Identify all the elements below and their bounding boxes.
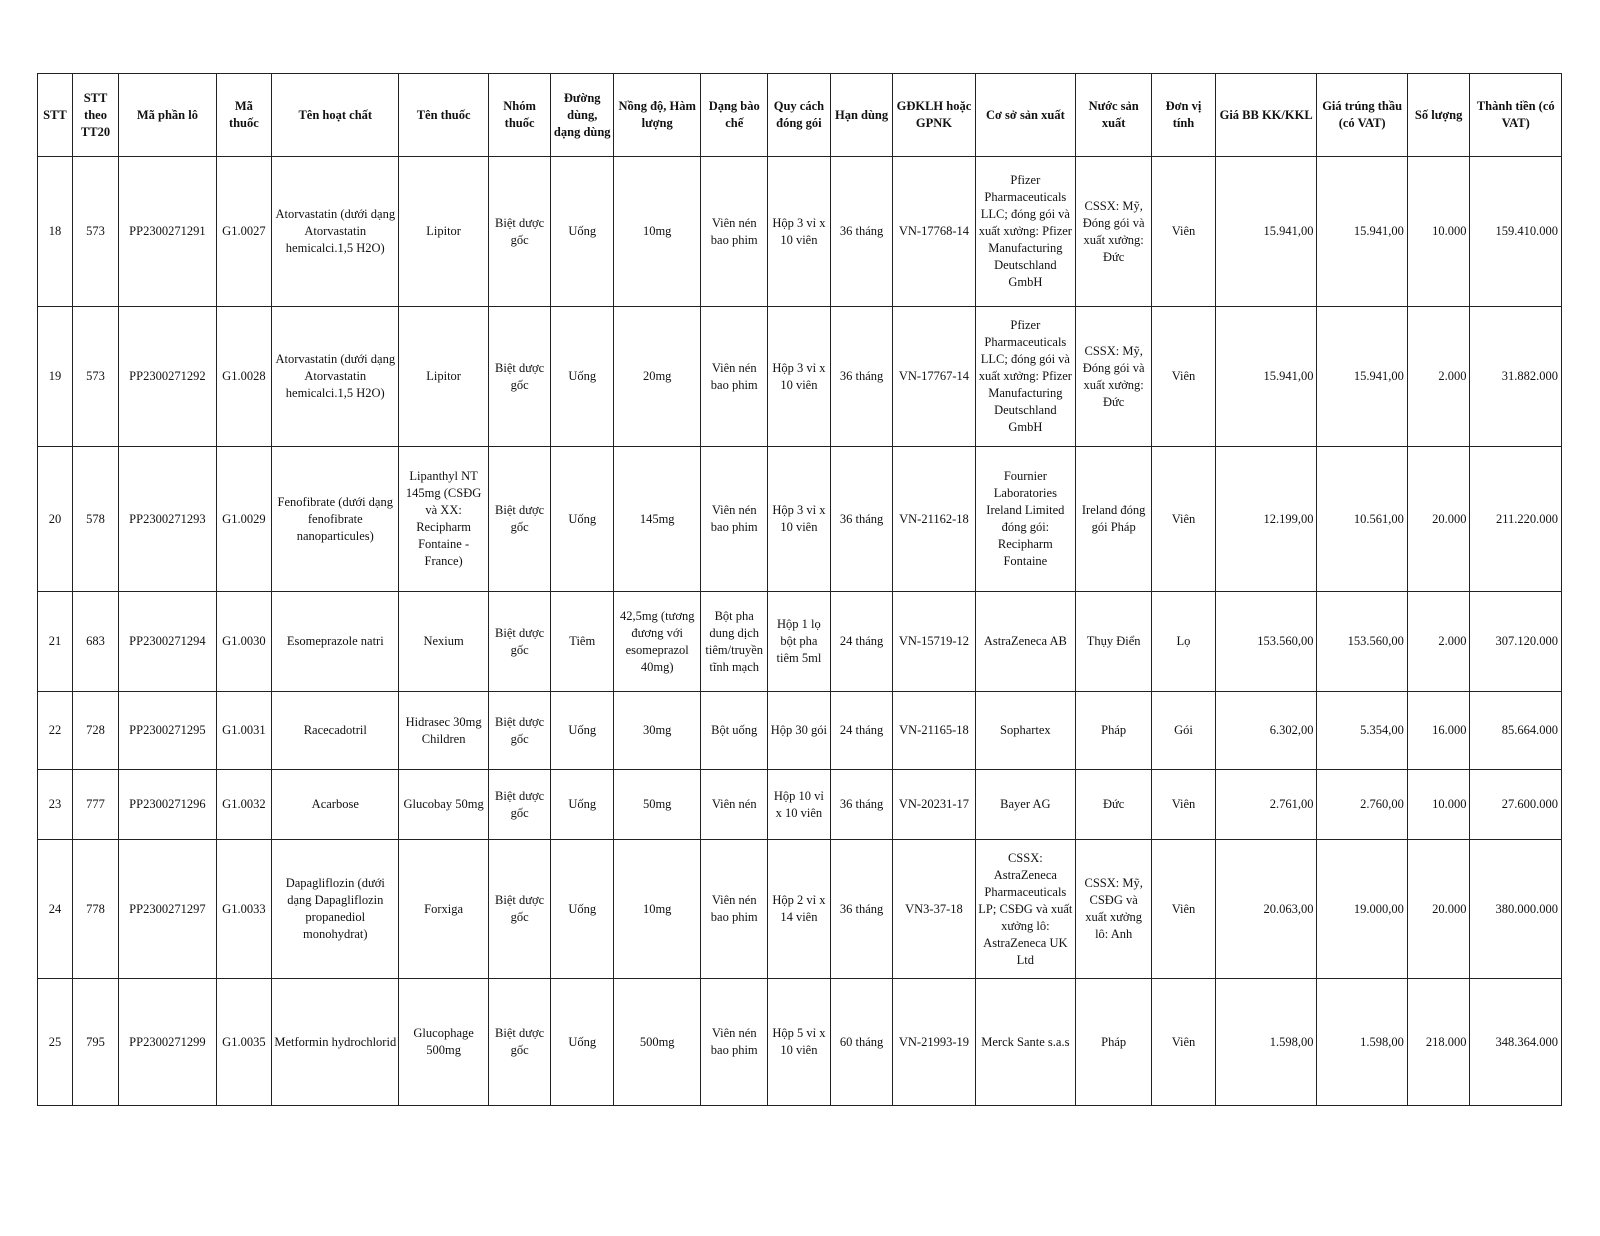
cell-nong-do: 50mg: [614, 770, 701, 840]
cell-ten-thuoc: Lipitor: [399, 307, 488, 447]
cell-ten-thuoc: Glucophage 500mg: [399, 979, 488, 1106]
col-header-gdklh: GĐKLH hoặc GPNK: [893, 74, 975, 157]
cell-ma-thuoc: G1.0028: [216, 307, 271, 447]
cell-co-so-san-xuat: CSSX: AstraZeneca Pharmaceuticals LP; CSĐG và xuất xưởng lô: AstraZeneca UK Ltd: [975, 840, 1076, 979]
col-header-co-so-san-xuat: Cơ sở sản xuất: [975, 74, 1076, 157]
cell-don-vi-tinh: Gói: [1152, 692, 1216, 770]
cell-don-vi-tinh: Viên: [1152, 979, 1216, 1106]
cell-dang-bao-che: Viên nén bao phim: [701, 840, 768, 979]
cell-co-so-san-xuat: Merck Sante s.a.s: [975, 979, 1076, 1106]
cell-han-dung: 36 tháng: [830, 840, 893, 979]
col-header-duong-dung: Đường dùng, dạng dùng: [551, 74, 614, 157]
cell-gia-trung-thau: 15.941,00: [1317, 307, 1407, 447]
cell-gdklh: VN-21165-18: [893, 692, 975, 770]
cell-stt: 18: [38, 157, 73, 307]
cell-nuoc-san-xuat: Ireland đóng gói Pháp: [1076, 447, 1152, 592]
cell-don-vi-tinh: Lọ: [1152, 592, 1216, 692]
table-row: [38, 692, 1562, 770]
table-row: [38, 592, 1562, 692]
cell-gia-trung-thau: 1.598,00: [1317, 979, 1407, 1106]
cell-quy-cach: Hộp 2 vỉ x 14 viên: [768, 840, 831, 979]
drug-price-table: [37, 73, 1562, 1106]
cell-stt-tt20: 573: [72, 307, 118, 447]
cell-co-so-san-xuat: Sophartex: [975, 692, 1076, 770]
cell-so-luong: 16.000: [1407, 692, 1470, 770]
col-header-han-dung: Hạn dùng: [830, 74, 893, 157]
cell-gia-bb: 6.302,00: [1215, 692, 1317, 770]
cell-han-dung: 24 tháng: [830, 592, 893, 692]
cell-quy-cach: Hộp 3 vỉ x 10 viên: [768, 157, 831, 307]
cell-co-so-san-xuat: AstraZeneca AB: [975, 592, 1076, 692]
cell-so-luong: 10.000: [1407, 770, 1470, 840]
cell-thanh-tien: 211.220.000: [1470, 447, 1562, 592]
cell-duong-dung: Uống: [551, 447, 614, 592]
cell-gdklh: VN-17767-14: [893, 307, 975, 447]
cell-han-dung: 36 tháng: [830, 307, 893, 447]
cell-nong-do: 30mg: [614, 692, 701, 770]
cell-quy-cach: Hộp 3 vỉ x 10 viên: [768, 307, 831, 447]
cell-gdklh: VN-15719-12: [893, 592, 975, 692]
col-header-nuoc-san-xuat: Nước sản xuất: [1076, 74, 1152, 157]
cell-nuoc-san-xuat: Pháp: [1076, 979, 1152, 1106]
cell-quy-cach: Hộp 1 lọ bột pha tiêm 5ml: [768, 592, 831, 692]
cell-nhom-thuoc: Biệt dược gốc: [488, 157, 551, 307]
cell-nuoc-san-xuat: CSSX: Mỹ, Đóng gói và xuất xưởng: Đức: [1076, 157, 1152, 307]
cell-ma-phan-lo: PP2300271293: [119, 447, 217, 592]
table-body: [38, 157, 1562, 1106]
col-header-dang-bao-che: Dạng bào chế: [701, 74, 768, 157]
cell-gia-bb: 15.941,00: [1215, 157, 1317, 307]
cell-co-so-san-xuat: Pfizer Pharmaceuticals LLC; đóng gói và xuất xưởng: Pfizer Manufacturing Deutschland GmbH: [975, 307, 1076, 447]
cell-duong-dung: Tiêm: [551, 592, 614, 692]
col-header-ma-phan-lo: Mã phần lô: [119, 74, 217, 157]
cell-ma-thuoc: G1.0035: [216, 979, 271, 1106]
cell-ten-hoat-chat: Acarbose: [272, 770, 399, 840]
col-header-ma-thuoc: Mã thuốc: [216, 74, 271, 157]
cell-nong-do: 10mg: [614, 840, 701, 979]
cell-ten-hoat-chat: Atorvastatin (dưới dạng Atorvastatin hemicalci.1,5 H2O): [272, 157, 399, 307]
cell-ma-phan-lo: PP2300271299: [119, 979, 217, 1106]
cell-ten-hoat-chat: Fenofibrate (dưới dạng fenofibrate nanoparticules): [272, 447, 399, 592]
table-row: [38, 840, 1562, 979]
cell-thanh-tien: 27.600.000: [1470, 770, 1562, 840]
cell-ma-thuoc: G1.0033: [216, 840, 271, 979]
cell-nong-do: 145mg: [614, 447, 701, 592]
cell-ten-thuoc: Nexium: [399, 592, 488, 692]
cell-nuoc-san-xuat: CSSX: Mỹ, Đóng gói và xuất xưởng: Đức: [1076, 307, 1152, 447]
cell-so-luong: 2.000: [1407, 307, 1470, 447]
cell-nuoc-san-xuat: Đức: [1076, 770, 1152, 840]
cell-nong-do: 42,5mg (tương đương với esomeprazol 40mg): [614, 592, 701, 692]
cell-gia-trung-thau: 10.561,00: [1317, 447, 1407, 592]
cell-thanh-tien: 85.664.000: [1470, 692, 1562, 770]
cell-ten-thuoc: Glucobay 50mg: [399, 770, 488, 840]
cell-han-dung: 36 tháng: [830, 157, 893, 307]
cell-stt: 19: [38, 307, 73, 447]
table-row: [38, 447, 1562, 592]
col-header-ten-hoat-chat: Tên hoạt chất: [272, 74, 399, 157]
cell-quy-cach: Hộp 3 vỉ x 10 viên: [768, 447, 831, 592]
col-header-stt-tt20: STT theo TT20: [72, 74, 118, 157]
cell-dang-bao-che: Bột uống: [701, 692, 768, 770]
col-header-gia-trung-thau: Giá trúng thầu (có VAT): [1317, 74, 1407, 157]
cell-gia-bb: 1.598,00: [1215, 979, 1317, 1106]
cell-ma-thuoc: G1.0031: [216, 692, 271, 770]
cell-ma-phan-lo: PP2300271294: [119, 592, 217, 692]
cell-duong-dung: Uống: [551, 307, 614, 447]
cell-nhom-thuoc: Biệt dược gốc: [488, 770, 551, 840]
cell-don-vi-tinh: Viên: [1152, 157, 1216, 307]
cell-stt-tt20: 795: [72, 979, 118, 1106]
cell-don-vi-tinh: Viên: [1152, 840, 1216, 979]
cell-nhom-thuoc: Biệt dược gốc: [488, 447, 551, 592]
cell-ten-hoat-chat: Metformin hydrochlorid: [272, 979, 399, 1106]
cell-ma-phan-lo: PP2300271297: [119, 840, 217, 979]
cell-ma-thuoc: G1.0030: [216, 592, 271, 692]
cell-han-dung: 36 tháng: [830, 447, 893, 592]
cell-gia-trung-thau: 5.354,00: [1317, 692, 1407, 770]
col-header-stt: STT: [38, 74, 73, 157]
header-row: [38, 74, 1562, 157]
cell-ma-thuoc: G1.0027: [216, 157, 271, 307]
col-header-nong-do: Nồng độ, Hàm lượng: [614, 74, 701, 157]
col-header-quy-cach: Quy cách đóng gói: [768, 74, 831, 157]
cell-stt: 21: [38, 592, 73, 692]
cell-ten-thuoc: Lipitor: [399, 157, 488, 307]
cell-stt-tt20: 683: [72, 592, 118, 692]
cell-nong-do: 500mg: [614, 979, 701, 1106]
cell-dang-bao-che: Viên nén bao phim: [701, 979, 768, 1106]
cell-gia-trung-thau: 2.760,00: [1317, 770, 1407, 840]
cell-stt-tt20: 728: [72, 692, 118, 770]
cell-gia-bb: 20.063,00: [1215, 840, 1317, 979]
cell-stt-tt20: 777: [72, 770, 118, 840]
cell-so-luong: 20.000: [1407, 447, 1470, 592]
cell-dang-bao-che: Viên nén bao phim: [701, 307, 768, 447]
table-row: [38, 979, 1562, 1106]
cell-stt-tt20: 578: [72, 447, 118, 592]
cell-gdklh: VN-21162-18: [893, 447, 975, 592]
cell-nuoc-san-xuat: Thụy Điển: [1076, 592, 1152, 692]
cell-han-dung: 60 tháng: [830, 979, 893, 1106]
col-header-ten-thuoc: Tên thuốc: [399, 74, 488, 157]
cell-so-luong: 20.000: [1407, 840, 1470, 979]
cell-gia-bb: 15.941,00: [1215, 307, 1317, 447]
cell-don-vi-tinh: Viên: [1152, 770, 1216, 840]
cell-gdklh: VN-21993-19: [893, 979, 975, 1106]
cell-duong-dung: Uống: [551, 840, 614, 979]
cell-thanh-tien: 307.120.000: [1470, 592, 1562, 692]
cell-ten-hoat-chat: Atorvastatin (dưới dạng Atorvastatin hemicalci.1,5 H2O): [272, 307, 399, 447]
cell-ma-phan-lo: PP2300271291: [119, 157, 217, 307]
cell-gdklh: VN-17768-14: [893, 157, 975, 307]
cell-stt-tt20: 573: [72, 157, 118, 307]
cell-nhom-thuoc: Biệt dược gốc: [488, 592, 551, 692]
cell-co-so-san-xuat: Fournier Laboratories Ireland Limited đóng gói: Recipharm Fontaine: [975, 447, 1076, 592]
cell-ten-thuoc: Hidrasec 30mg Children: [399, 692, 488, 770]
cell-nhom-thuoc: Biệt dược gốc: [488, 692, 551, 770]
col-header-thanh-tien: Thành tiền (có VAT): [1470, 74, 1562, 157]
cell-nhom-thuoc: Biệt dược gốc: [488, 979, 551, 1106]
cell-co-so-san-xuat: Pfizer Pharmaceuticals LLC; đóng gói và xuất xưởng: Pfizer Manufacturing Deutschland GmbH: [975, 157, 1076, 307]
cell-duong-dung: Uống: [551, 157, 614, 307]
col-header-gia-bb: Giá BB KK/KKL: [1215, 74, 1317, 157]
cell-stt: 20: [38, 447, 73, 592]
cell-stt: 24: [38, 840, 73, 979]
cell-don-vi-tinh: Viên: [1152, 307, 1216, 447]
cell-thanh-tien: 348.364.000: [1470, 979, 1562, 1106]
col-header-so-luong: Số lượng: [1407, 74, 1470, 157]
cell-ten-hoat-chat: Esomeprazole natri: [272, 592, 399, 692]
cell-duong-dung: Uống: [551, 979, 614, 1106]
cell-ma-phan-lo: PP2300271295: [119, 692, 217, 770]
cell-duong-dung: Uống: [551, 770, 614, 840]
cell-stt-tt20: 778: [72, 840, 118, 979]
cell-nong-do: 10mg: [614, 157, 701, 307]
cell-quy-cach: Hộp 5 vỉ x 10 viên: [768, 979, 831, 1106]
cell-thanh-tien: 31.882.000: [1470, 307, 1562, 447]
table-row: [38, 157, 1562, 307]
cell-dang-bao-che: Viên nén bao phim: [701, 447, 768, 592]
cell-stt: 23: [38, 770, 73, 840]
cell-gia-bb: 12.199,00: [1215, 447, 1317, 592]
cell-han-dung: 24 tháng: [830, 692, 893, 770]
cell-ma-phan-lo: PP2300271292: [119, 307, 217, 447]
cell-gia-trung-thau: 153.560,00: [1317, 592, 1407, 692]
col-header-nhom-thuoc: Nhóm thuốc: [488, 74, 551, 157]
cell-quy-cach: Hộp 30 gói: [768, 692, 831, 770]
cell-ma-thuoc: G1.0032: [216, 770, 271, 840]
cell-don-vi-tinh: Viên: [1152, 447, 1216, 592]
cell-dang-bao-che: Viên nén: [701, 770, 768, 840]
cell-ma-thuoc: G1.0029: [216, 447, 271, 592]
cell-duong-dung: Uống: [551, 692, 614, 770]
cell-dang-bao-che: Viên nén bao phim: [701, 157, 768, 307]
cell-so-luong: 2.000: [1407, 592, 1470, 692]
cell-nhom-thuoc: Biệt dược gốc: [488, 840, 551, 979]
cell-so-luong: 10.000: [1407, 157, 1470, 307]
cell-thanh-tien: 159.410.000: [1470, 157, 1562, 307]
cell-ten-thuoc: Forxiga: [399, 840, 488, 979]
cell-gia-bb: 2.761,00: [1215, 770, 1317, 840]
cell-nuoc-san-xuat: CSSX: Mỹ, CSĐG và xuất xưởng lô: Anh: [1076, 840, 1152, 979]
cell-gia-trung-thau: 19.000,00: [1317, 840, 1407, 979]
col-header-don-vi-tinh: Đơn vị tính: [1152, 74, 1216, 157]
cell-han-dung: 36 tháng: [830, 770, 893, 840]
cell-nhom-thuoc: Biệt dược gốc: [488, 307, 551, 447]
cell-so-luong: 218.000: [1407, 979, 1470, 1106]
cell-stt: 25: [38, 979, 73, 1106]
cell-gdklh: VN3-37-18: [893, 840, 975, 979]
cell-gia-bb: 153.560,00: [1215, 592, 1317, 692]
cell-ten-hoat-chat: Racecadotril: [272, 692, 399, 770]
cell-co-so-san-xuat: Bayer AG: [975, 770, 1076, 840]
cell-ma-phan-lo: PP2300271296: [119, 770, 217, 840]
cell-gdklh: VN-20231-17: [893, 770, 975, 840]
table-row: [38, 307, 1562, 447]
cell-dang-bao-che: Bột pha dung dịch tiêm/truyền tĩnh mạch: [701, 592, 768, 692]
table-row: [38, 770, 1562, 840]
cell-nong-do: 20mg: [614, 307, 701, 447]
cell-gia-trung-thau: 15.941,00: [1317, 157, 1407, 307]
cell-nuoc-san-xuat: Pháp: [1076, 692, 1152, 770]
cell-quy-cach: Hộp 10 vỉ x 10 viên: [768, 770, 831, 840]
cell-ten-hoat-chat: Dapagliflozin (dưới dạng Dapagliflozin propanediol monohydrat): [272, 840, 399, 979]
cell-thanh-tien: 380.000.000: [1470, 840, 1562, 979]
cell-stt: 22: [38, 692, 73, 770]
cell-ten-thuoc: Lipanthyl NT 145mg (CSĐG và XX: Recipharm Fontaine - France): [399, 447, 488, 592]
